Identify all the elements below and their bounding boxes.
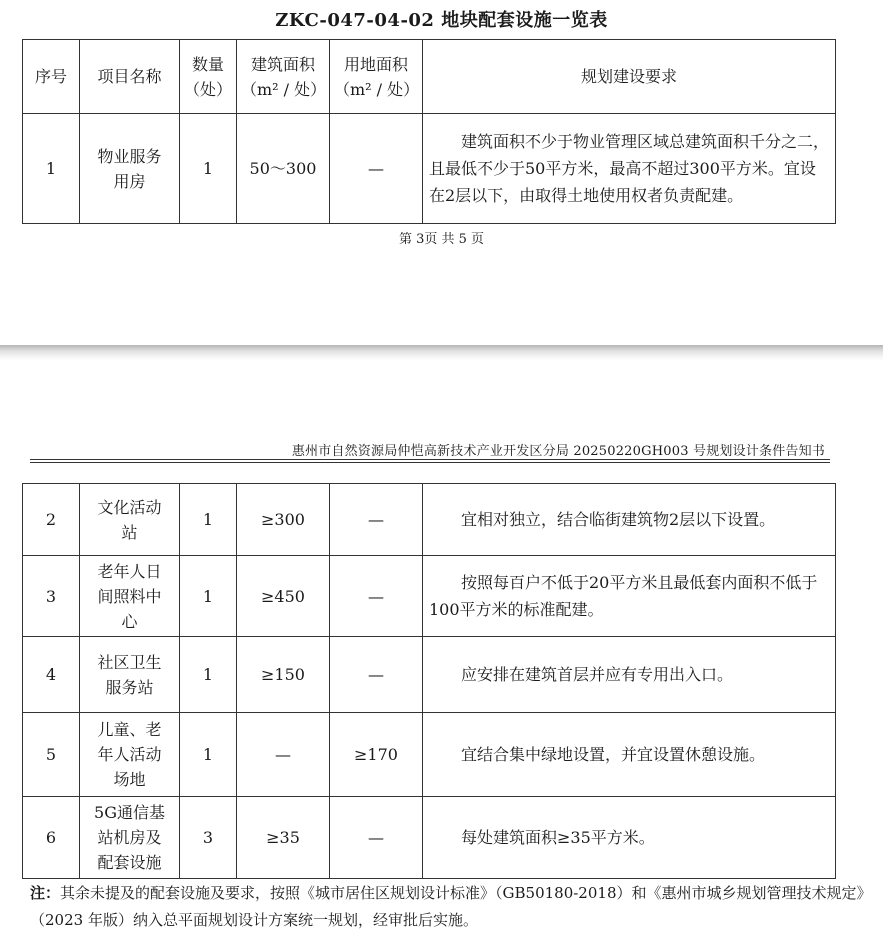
row-name-line1: 儿童、老 xyxy=(97,720,162,739)
row-requirements-text: 建筑面积不少于物业管理区域总建筑面积千分之二，且最低不少于50平方米，最高不超过300平方米。宜设在2层以下，由取得土地使用权者负责配建。 xyxy=(429,132,830,205)
header-qty-line2: （处） xyxy=(184,79,233,99)
row-name-line2: 间照料中 xyxy=(97,586,162,606)
header-requirements: 规划建设要求 xyxy=(423,40,836,114)
row-seq: 2 xyxy=(23,484,80,556)
row-land-area: — xyxy=(330,114,423,224)
row-seq: 4 xyxy=(23,637,80,713)
row-name-line3: 场地 xyxy=(113,770,146,789)
row-requirements-text: 应安排在建筑首层并应有专用出入口。 xyxy=(461,665,734,684)
table-row xyxy=(23,556,836,637)
running-header: 惠州市自然资源局仲恺高新技术产业开发区分局 20250220GH003 号规划设计条件告知书 xyxy=(291,444,825,459)
table-row xyxy=(23,713,836,797)
footnote-label: 注： xyxy=(30,884,61,902)
header-building-area-line1: 建筑面积 xyxy=(250,54,315,74)
row-building-area: ≥300 xyxy=(237,484,330,556)
row-requirements xyxy=(423,797,836,879)
row-building-area: 50～300 xyxy=(237,114,330,224)
table-row xyxy=(23,637,836,713)
row-requirements xyxy=(423,484,836,556)
row-name-line2: 年人活动 xyxy=(97,745,162,764)
row-qty: 1 xyxy=(180,484,237,556)
row-name-line1: 5G通信基 xyxy=(94,803,165,822)
row-name-line3: 配套设施 xyxy=(97,853,162,872)
row-building-area: ≥450 xyxy=(237,556,330,637)
header-building-area-line2: （m² / 处） xyxy=(241,79,327,99)
row-seq: 3 xyxy=(23,556,80,637)
header-qty xyxy=(180,40,237,114)
row-name-line2: 用房 xyxy=(113,171,146,191)
row-name xyxy=(80,114,180,224)
row-land-area: — xyxy=(330,797,423,879)
row-building-area: ≥35 xyxy=(237,797,330,879)
row-name-line1: 物业服务 xyxy=(97,146,162,166)
facilities-table-bottom xyxy=(22,483,836,879)
row-land-area: — xyxy=(330,556,423,637)
row-qty: 1 xyxy=(180,713,237,797)
table-row xyxy=(23,484,836,556)
header-rule xyxy=(30,459,830,460)
facilities-table-top xyxy=(22,39,836,224)
header-land-area xyxy=(330,40,423,114)
table-title: ZKC-047-04-02 地块配套设施一览表 xyxy=(275,10,608,31)
row-requirements xyxy=(423,556,836,637)
row-land-area: — xyxy=(330,484,423,556)
page-number: 第 3页 共 5 页 xyxy=(398,232,485,247)
row-name xyxy=(80,556,180,637)
header-building-area xyxy=(237,40,330,114)
footnote xyxy=(30,880,870,934)
row-building-area: ≥150 xyxy=(237,637,330,713)
row-qty: 3 xyxy=(180,797,237,879)
row-name-line1: 老年人日 xyxy=(97,561,162,581)
row-land-area: ≥170 xyxy=(330,713,423,797)
row-building-area: — xyxy=(237,713,330,797)
footnote-text: 其余未提及的配套设施及要求，按照《城市居住区规划设计标准》（GB50180-2018）和《惠州市城乡规划管理技术规定》（2023 年版）纳入总平面规划设计方案统一规划，经审批后实施。 xyxy=(30,884,864,929)
row-name xyxy=(80,637,180,713)
table-row xyxy=(23,114,836,224)
row-name-line1: 社区卫生 xyxy=(97,652,162,672)
header-rule-thin xyxy=(30,462,830,463)
row-name-line3: 心 xyxy=(121,611,138,631)
row-name-line2: 服务站 xyxy=(105,677,154,697)
row-qty: 1 xyxy=(180,114,237,224)
row-name xyxy=(80,797,180,879)
row-name xyxy=(80,484,180,556)
row-requirements-text: 宜结合集中绿地设置，并宜设置休憩设施。 xyxy=(461,745,766,764)
row-land-area: — xyxy=(330,637,423,713)
row-qty: 1 xyxy=(180,556,237,637)
header-seq: 序号 xyxy=(23,40,80,114)
header-land-area-line1: 用地面积 xyxy=(343,54,408,74)
row-requirements xyxy=(423,114,836,224)
row-seq: 5 xyxy=(23,713,80,797)
header-name: 项目名称 xyxy=(80,40,180,114)
row-seq: 1 xyxy=(23,114,80,224)
row-requirements-text: 宜相对独立，结合临街建筑物2层以下设置。 xyxy=(461,510,776,529)
row-name-line1: 文化活动 xyxy=(97,497,162,517)
header-row xyxy=(23,40,836,114)
row-requirements xyxy=(423,713,836,797)
row-name-line2: 站机房及 xyxy=(97,828,162,847)
header-qty-line1: 数量 xyxy=(191,54,224,74)
row-qty: 1 xyxy=(180,637,237,713)
row-name xyxy=(80,713,180,797)
row-requirements-text: 按照每百户不低于20平方米且最低套内面积不低于100平方米的标准配建。 xyxy=(429,573,818,619)
row-name-line2: 站 xyxy=(121,522,138,542)
header-land-area-line2: （m² / 处） xyxy=(334,79,420,99)
page-divider xyxy=(0,345,883,361)
table-row xyxy=(23,797,836,879)
row-requirements xyxy=(423,637,836,713)
row-seq: 6 xyxy=(23,797,80,879)
row-requirements-text: 每处建筑面积≥35平方米。 xyxy=(461,828,655,847)
